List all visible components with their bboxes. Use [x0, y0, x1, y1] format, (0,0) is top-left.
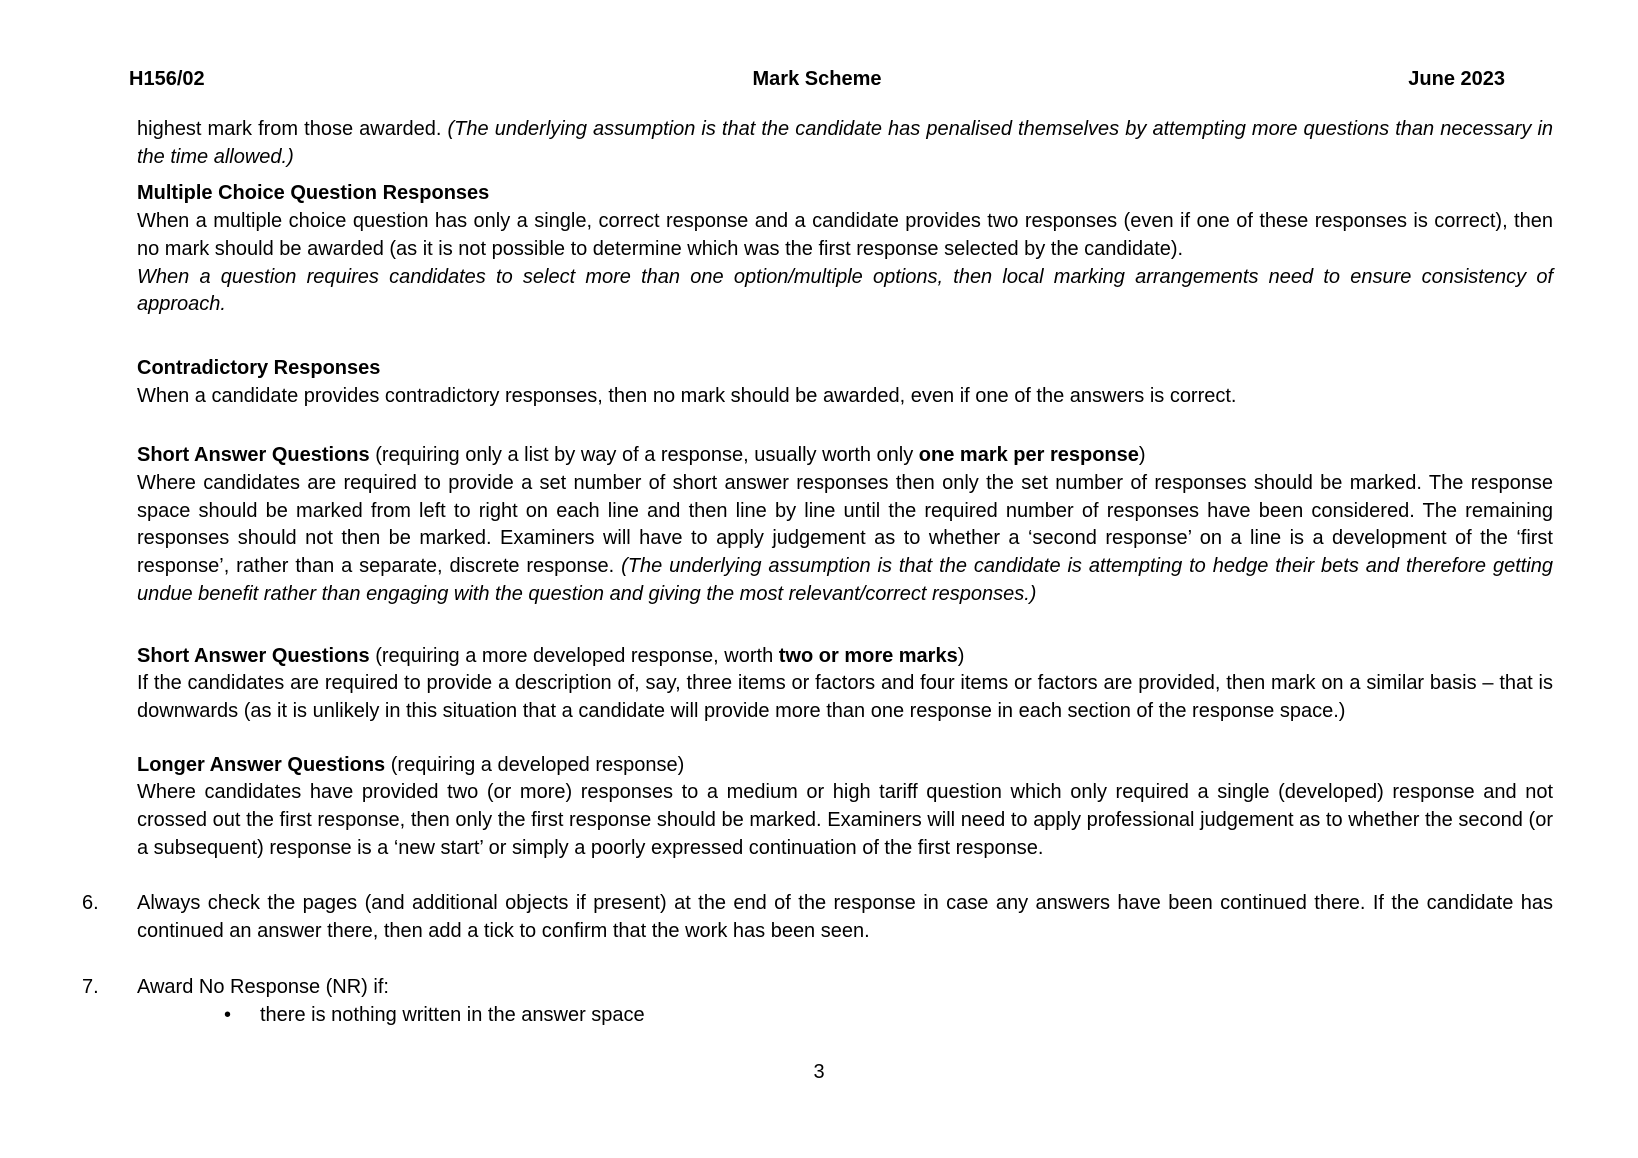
text-run: Longer Answer Questions: [137, 753, 386, 776]
item-number: 7.: [82, 975, 99, 998]
text-run: (The underlying assumption is that the candidate has penalised themselves by attempting more questions than necessary in the time allowed.): [137, 118, 1554, 168]
paragraph: [137, 470, 1553, 609]
text-run: (The underlying assumption is that the candidate is attempting to hedge their bets and therefore getting undue benefit rather than engaging with the question and giving the most relevant/correct responses.): [137, 555, 1553, 605]
numbered-item-7: [82, 974, 1553, 1029]
text-run: When a multiple choice question has only a single, correct response and a candidate provides two responses (even if one of these responses is correct), then no mark should be awarded (as it is not possible to determine which was the first response selected by the candidate).: [137, 210, 1553, 260]
section-longer-answer: [137, 752, 1553, 863]
text-run: Where candidates have provided two (or more) responses to a medium or high tariff question which only required a single (developed) response and not crossed out the first response, then only the first response should be marked. Examiners will need to apply professional judgement as to whether the second (or a subsequent) response is a ‘new start’ or simply a poorly expressed continuation of the first response.: [137, 781, 1553, 859]
item-number: 6.: [82, 892, 99, 915]
document-title: Mark Scheme: [752, 68, 882, 90]
text-run: highest mark from those awarded.: [137, 118, 448, 140]
text-run: Short Answer Questions: [137, 644, 370, 667]
numbered-item-6: [82, 890, 1553, 945]
text-run: (requiring a more developed response, worth: [369, 644, 779, 667]
section-short-answer-developed: [137, 643, 1553, 726]
section-heading: [137, 752, 1553, 780]
paragraph: [137, 779, 1553, 862]
paragraph: [137, 383, 1553, 411]
section-heading: [137, 442, 1553, 470]
page-header: [129, 66, 1505, 94]
bullet-text: there is nothing written in the answer space: [260, 1003, 645, 1026]
text-run: If the candidates are required to provide a description of, say, three items or factors and four items or factors are provided, then mark on a similar basis – that is downwards (as it is unlikely in this situation that a candidate will provide more than one response in each section of the response space.): [137, 672, 1553, 722]
bullet-item: [224, 1002, 1553, 1030]
text-run: Multiple Choice Question Responses: [137, 182, 490, 205]
section-multiple-choice: [137, 180, 1553, 319]
item-text: Award No Response (NR) if:: [137, 975, 389, 998]
text-run: one mark per response: [918, 444, 1139, 467]
text-run: ): [1138, 444, 1146, 467]
paragraph: [137, 264, 1553, 319]
paragraph: [137, 208, 1553, 263]
bullet-icon: •: [224, 1003, 232, 1026]
section-heading: [137, 643, 1553, 671]
text-run: Short Answer Questions: [137, 444, 370, 467]
paragraph: [137, 670, 1553, 725]
text-run: (requiring a developed response): [385, 753, 685, 776]
section-heading: [137, 180, 1553, 208]
text-run: ): [957, 644, 965, 667]
item-text: Always check the pages (and additional objects if present) at the end of the response in case any answers have been continued there. If the candidate has continued an answer there, then add a tick to confirm that the work has been seen.: [137, 892, 1553, 943]
text-run: two or more marks: [778, 644, 958, 667]
text-run: When a question requires candidates to select more than one option/multiple options, then local marking arrangements need to ensure consistency of approach.: [137, 265, 1553, 316]
document-date: June 2023: [1408, 68, 1505, 90]
section-contradictory: [137, 355, 1553, 410]
document-body: [82, 116, 1554, 1029]
intro-paragraph: [137, 116, 1553, 171]
document-code: H156/02: [129, 68, 205, 90]
text-run: Contradictory Responses: [137, 356, 381, 379]
text-run: When a candidate provides contradictory responses, then no mark should be awarded, even if one of the answers is correct.: [137, 384, 1237, 407]
text-run: (requiring only a list by way of a response, usually worth only: [369, 444, 919, 467]
text-run: Where candidates are required to provide a set number of short answer responses then only the set number of responses should be marked. The response space should be marked from left to right on each line and then line by line until the required number of responses have been considered. The remaining responses should not then be marked. Examiners will have to apply judgement as to whether a ‘second response’ on a line is a development of the ‘first response’, rather than a separate, discrete response.: [137, 472, 1553, 578]
page-number: 3: [813, 1061, 825, 1083]
section-short-answer-list: [137, 442, 1553, 608]
section-heading: [137, 355, 1553, 383]
